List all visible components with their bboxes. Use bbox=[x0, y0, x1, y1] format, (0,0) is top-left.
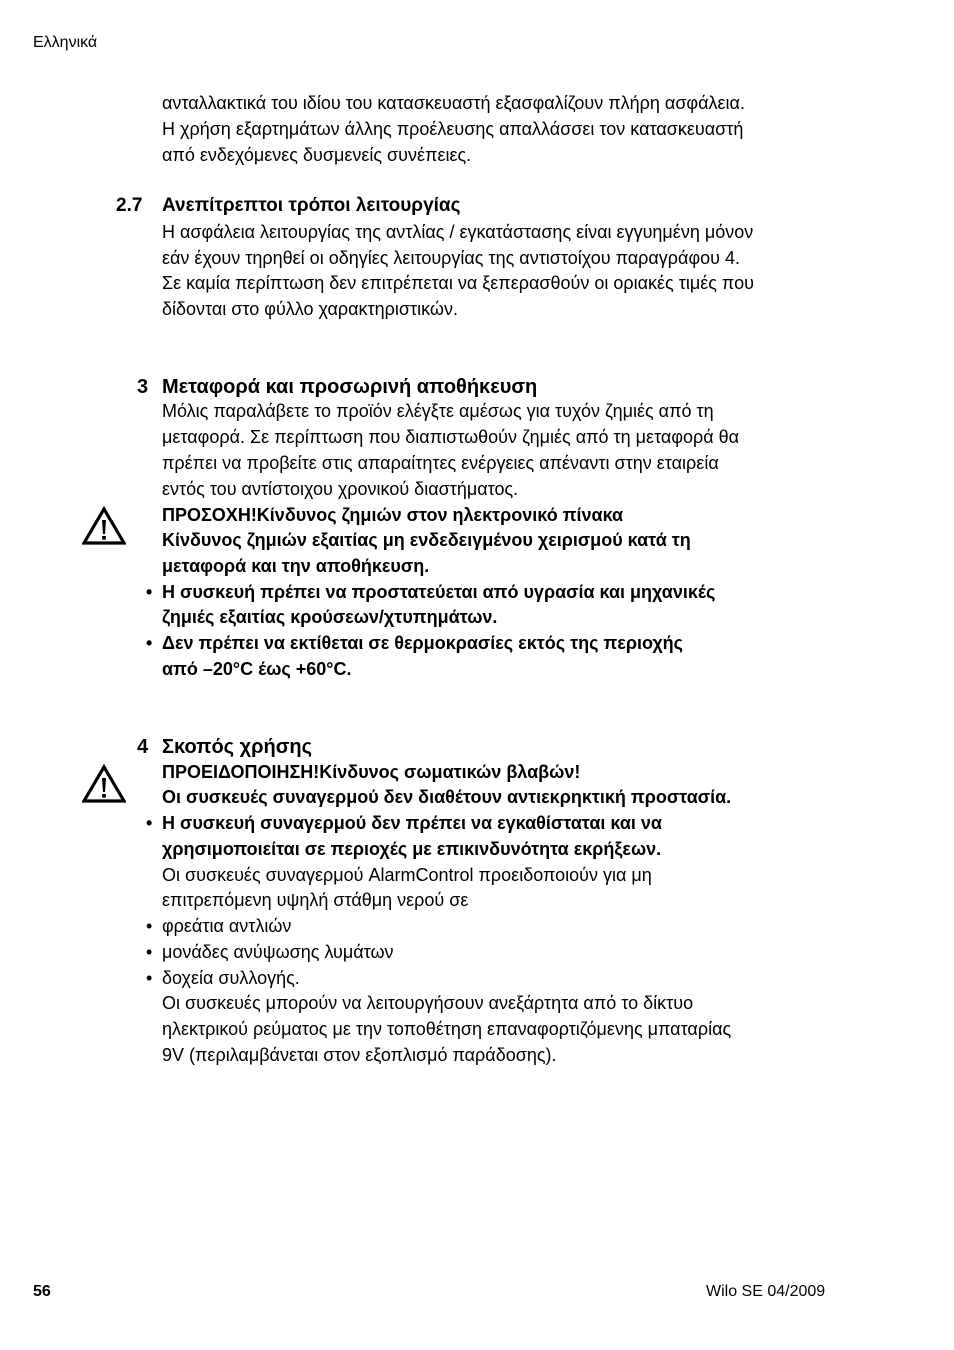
section-2-7-number: 2.7 bbox=[116, 195, 143, 216]
section-4-bold-bullet-line: χρησιμοποιείται σε περιοχές με επικινδυνότητα εκρήξεων. bbox=[162, 839, 662, 859]
bullet-marker: • bbox=[146, 582, 153, 602]
section-4-warning-title: ΠΡΟΕΙΔΟΠΟΙΗΣΗ!Κίνδυνος σωματικών βλαβών! bbox=[162, 762, 581, 782]
warning-triangle-icon bbox=[82, 764, 126, 804]
bullet-marker: • bbox=[146, 916, 153, 936]
section-4-closing-line: Οι συσκευές μπορούν να λειτουργήσουν ανεξάρτητα από το δίκτυο bbox=[162, 993, 694, 1013]
list-item: μονάδες ανύψωσης λυμάτων bbox=[162, 942, 394, 962]
section-4-warning-line: Οι συσκευές συναγερμού δεν διαθέτουν αντιεκρηκτική προστασία. bbox=[162, 787, 732, 807]
intro-line: ανταλλακτικά του ιδίου του κατασκευαστή εξασφαλίζουν πλήρη ασφάλεια. bbox=[162, 93, 745, 113]
section-4-intro-line: Οι συσκευές συναγερμού AlarmControl προειδοποιούν για μη bbox=[162, 865, 652, 885]
header-language: Ελληνικά bbox=[33, 34, 98, 51]
list-item: φρεάτια αντλιών bbox=[162, 916, 292, 936]
section-3-line: πρέπει να προβείτε στις απαραίτητες ενέργειες απέναντι στην εταιρεία bbox=[162, 453, 719, 473]
list-item: δοχεία συλλογής. bbox=[162, 968, 300, 988]
footer-publisher: Wilo SE 04/2009 bbox=[706, 1283, 826, 1300]
section-3-warning-line: μεταφορά και την αποθήκευση. bbox=[162, 556, 430, 576]
section-3-bullet-line: Η συσκευή πρέπει να προστατεύεται από υγρασία και μηχανικές bbox=[162, 582, 716, 602]
section-2-7-line: Σε καμία περίπτωση δεν επιτρέπεται να ξεπερασθούν οι οριακές τιμές που bbox=[162, 273, 754, 293]
section-4-number: 4 bbox=[137, 736, 149, 758]
section-3-warning-line: Κίνδυνος ζημιών εξαιτίας μη ενδεδειγμένου χειρισμού κατά τη bbox=[162, 530, 691, 550]
intro-line: Η χρήση εξαρτημάτων άλλης προέλευσης απαλλάσσει τον κατασκευαστή bbox=[162, 119, 744, 139]
section-3-bullet-line: ζημιές εξαιτίας κρούσεων/χτυπημάτων. bbox=[162, 607, 498, 627]
bullet-marker: • bbox=[146, 813, 153, 833]
section-3-bullet-line: Δεν πρέπει να εκτίθεται σε θερμοκρασίες εκτός της περιοχής bbox=[162, 633, 684, 653]
bullet-marker: • bbox=[146, 633, 153, 653]
bullet-marker: • bbox=[146, 968, 153, 988]
section-2-7-line: Η ασφάλεια λειτουργίας της αντλίας / εγκατάστασης είναι εγγυημένη μόνον bbox=[162, 222, 754, 242]
section-4-closing-line: ηλεκτρικού ρεύματος με την τοποθέτηση επαναφορτιζόμενης μπαταρίας bbox=[162, 1019, 732, 1039]
section-3-line: Μόλις παραλάβετε το προϊόν ελέγξτε αμέσως για τυχόν ζημιές από τη bbox=[162, 401, 714, 421]
section-3-line: μεταφορά. Σε περίπτωση που διαπιστωθούν ζημιές από τη μεταφορά θα bbox=[162, 427, 740, 447]
section-3-bullet-line: από –20°C έως +60°C. bbox=[162, 659, 352, 679]
section-4-title: Σκοπός χρήσης bbox=[162, 736, 313, 758]
section-4-intro-line: επιτρεπόμενη υψηλή στάθμη νερού σε bbox=[162, 890, 469, 910]
footer-page-number: 56 bbox=[33, 1283, 51, 1300]
section-4-closing-line: 9V (περιλαμβάνεται στον εξοπλισμό παράδοσης). bbox=[162, 1045, 557, 1065]
section-3-number: 3 bbox=[137, 376, 149, 398]
bullet-marker: • bbox=[146, 942, 153, 962]
section-3-title: Μεταφορά και προσωρινή αποθήκευση bbox=[162, 376, 538, 398]
warning-triangle-icon bbox=[82, 506, 126, 546]
section-2-7-line: εάν έχουν τηρηθεί οι οδηγίες λειτουργίας της αντιστοίχου παραγράφου 4. bbox=[162, 248, 740, 268]
intro-line: από ενδεχόμενες δυσμενείς συνέπειες. bbox=[162, 145, 472, 165]
section-4-bold-bullet-line: Η συσκευή συναγερμού δεν πρέπει να εγκαθίσταται και να bbox=[162, 813, 662, 833]
section-3-warning-title: ΠΡΟΣΟΧΗ!Κίνδυνος ζημιών στον ηλεκτρονικό πίνακα bbox=[162, 505, 624, 525]
section-2-7-line: δίδονται στο φύλλο χαρακτηριστικών. bbox=[162, 299, 458, 319]
section-2-7-title: Ανεπίτρεπτοι τρόποι λειτουργίας bbox=[162, 195, 461, 216]
section-3-line: εντός του αντίστοιχου χρονικού διαστήματος. bbox=[162, 479, 519, 499]
